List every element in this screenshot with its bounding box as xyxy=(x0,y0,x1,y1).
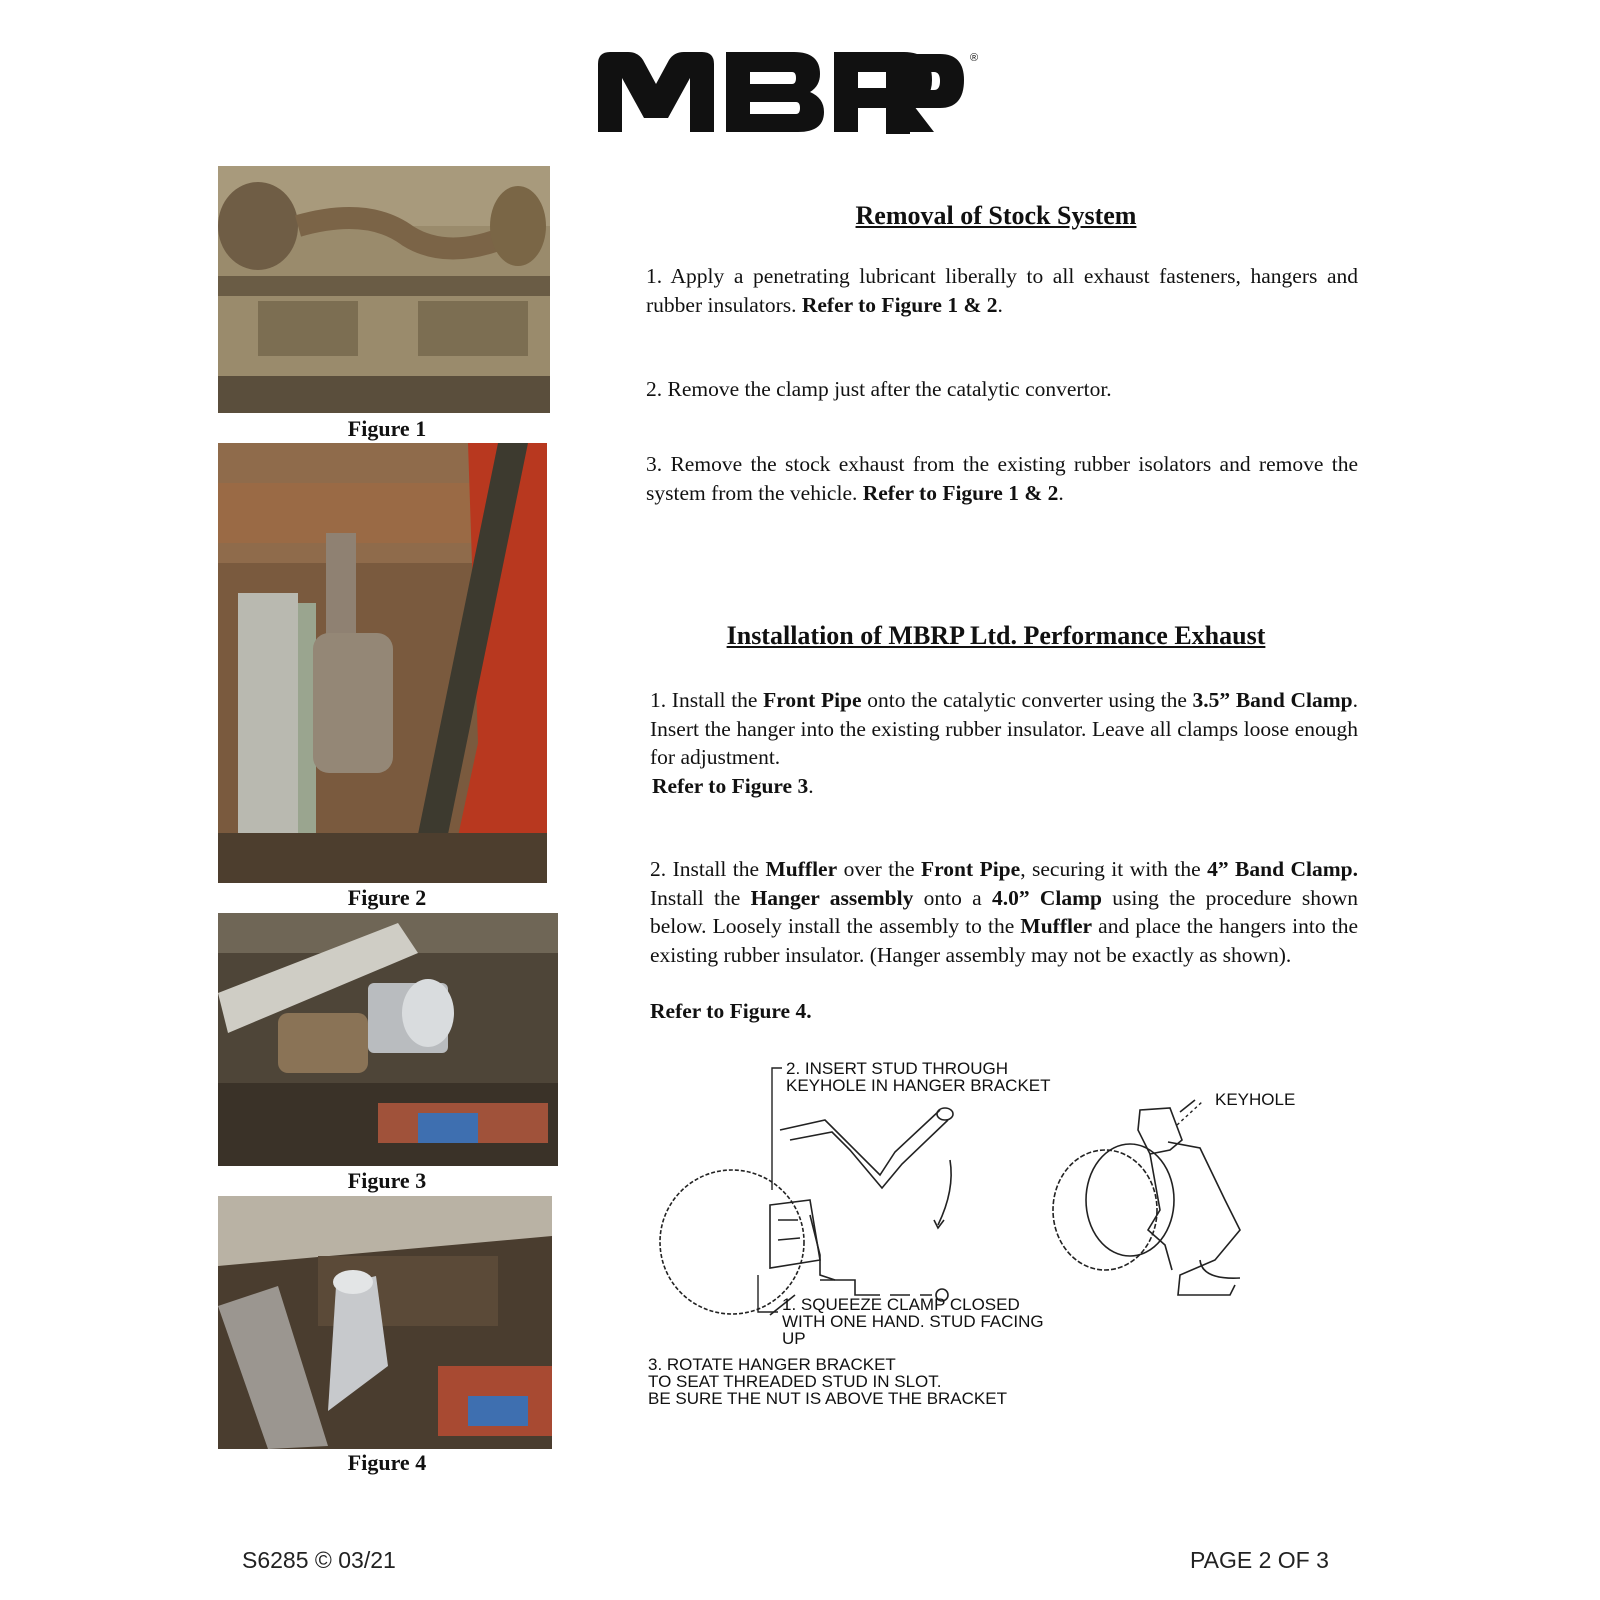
install-step-2-clamp: 4.0” Clamp xyxy=(991,885,1102,910)
install-step-1-e: . Insert the hanger into the existing rubber insulator. Leave all clamps loose enough for adjustment. xyxy=(650,688,1358,769)
callout-3-line-1: 3. ROTATE HANGER BRACKET xyxy=(648,1355,896,1374)
callout-1-line-2: WITH ONE HAND. STUD FACING xyxy=(782,1312,1044,1331)
install-step-1-ref: Refer to Figure 3 xyxy=(652,774,809,798)
removal-step-3-end: . xyxy=(1058,480,1064,505)
install-step-2-k: using the procedure shown below. Loosely install the assembly to the xyxy=(650,885,1358,938)
doc-code: S6285 © 03/21 xyxy=(242,1547,396,1573)
figure-3-photo xyxy=(218,913,558,1166)
removal-step-1-end: . xyxy=(997,292,1003,317)
install-step-2-ref: Refer to Figure 4. xyxy=(650,999,812,1023)
removal-step-1-ref: Refer to Figure 1 & 2 xyxy=(801,292,998,317)
install-step-2-muffler-2: Muffler xyxy=(1020,914,1093,938)
keyhole-label: KEYHOLE xyxy=(1215,1090,1296,1109)
install-step-2-muffler: Muffler xyxy=(765,857,838,881)
install-step-1-a: 1. Install the xyxy=(650,688,764,712)
removal-step-2: 2. Remove the clamp just after the catalytic convertor. xyxy=(646,377,1112,401)
install-step-2-i: onto a xyxy=(913,885,992,910)
callout-1-leader xyxy=(758,1275,778,1312)
figure-4-photo xyxy=(218,1196,552,1449)
install-step-1 xyxy=(650,686,1358,772)
install-step-2-m: and place the hangers into the existing rubber insulator. (Hanger assembly may not be exactly as shown). xyxy=(650,914,1358,967)
figure-1-label: Figure 1 xyxy=(347,416,427,441)
removal-step-1-text: 1. Apply a penetrating lubricant liberally to all exhaust fasteners, hangers and rubber insulators. xyxy=(646,264,1358,317)
installation-heading: Installation of MBRP Ltd. Performance Exhaust xyxy=(726,621,1266,650)
figure-2-photo xyxy=(218,443,547,883)
figure-2-label: Figure 2 xyxy=(347,885,427,910)
removal-step-1 xyxy=(646,262,1358,319)
callout-3-line-3: BE SURE THE NUT IS ABOVE THE BRACKET xyxy=(648,1389,1007,1408)
install-step-1-end: . xyxy=(808,774,814,798)
install-step-1-ref-line xyxy=(652,772,1364,801)
removal-step-3 xyxy=(646,450,1358,507)
callout-3-line-2: TO SEAT THREADED STUD IN SLOT. xyxy=(648,1372,942,1391)
install-step-2-ref-line xyxy=(650,997,1362,1026)
clamp-drawing-left xyxy=(660,1108,953,1315)
install-step-1-band-clamp: 3.5” Band Clamp xyxy=(1192,688,1353,712)
install-step-2-front-pipe: Front Pipe xyxy=(920,857,1021,881)
hanger-diagram-svg xyxy=(648,1059,1350,1440)
removal-heading: Removal of Stock System xyxy=(855,201,1137,230)
logo-p-letter xyxy=(598,48,998,138)
callout-2-line-2: KEYHOLE IN HANGER BRACKET xyxy=(786,1076,1051,1095)
callout-2-leader xyxy=(772,1068,782,1190)
install-step-2-g: Install the xyxy=(650,885,751,910)
hanger-diagram xyxy=(648,1059,1350,1440)
figure-3-label: Figure 3 xyxy=(347,1168,427,1193)
removal-step-3-ref: Refer to Figure 1 & 2 xyxy=(862,480,1059,505)
figure-4-label: Figure 4 xyxy=(347,1450,427,1475)
registered-mark: ® xyxy=(970,52,979,64)
callout-1-line-3: UP xyxy=(782,1329,806,1348)
figure-1-photo xyxy=(218,166,550,413)
keyhole-leader xyxy=(1177,1102,1202,1125)
install-step-2-e: , securing it with the xyxy=(1020,857,1208,881)
install-step-2-hanger: Hanger assembly xyxy=(750,885,914,910)
install-step-2-c: over the xyxy=(837,857,921,881)
install-step-1-c: onto the catalytic converter using the xyxy=(861,688,1193,712)
callout-1-line-1: 1. SQUEEZE CLAMP CLOSED xyxy=(782,1295,1020,1314)
clamp-drawing-right xyxy=(1053,1100,1240,1295)
install-step-2-a: 2. Install the xyxy=(650,857,766,881)
removal-step-3-text: 3. Remove the stock exhaust from the existing rubber isolators and remove the system from the vehicle. xyxy=(646,452,1358,505)
install-step-1-front-pipe: Front Pipe xyxy=(763,688,862,712)
install-step-2-band-clamp: 4” Band Clamp. xyxy=(1207,857,1359,881)
install-step-2 xyxy=(650,855,1358,969)
callout-2-line-1: 2. INSERT STUD THROUGH xyxy=(786,1059,1008,1078)
page-number: PAGE 2 OF 3 xyxy=(1190,1547,1329,1573)
